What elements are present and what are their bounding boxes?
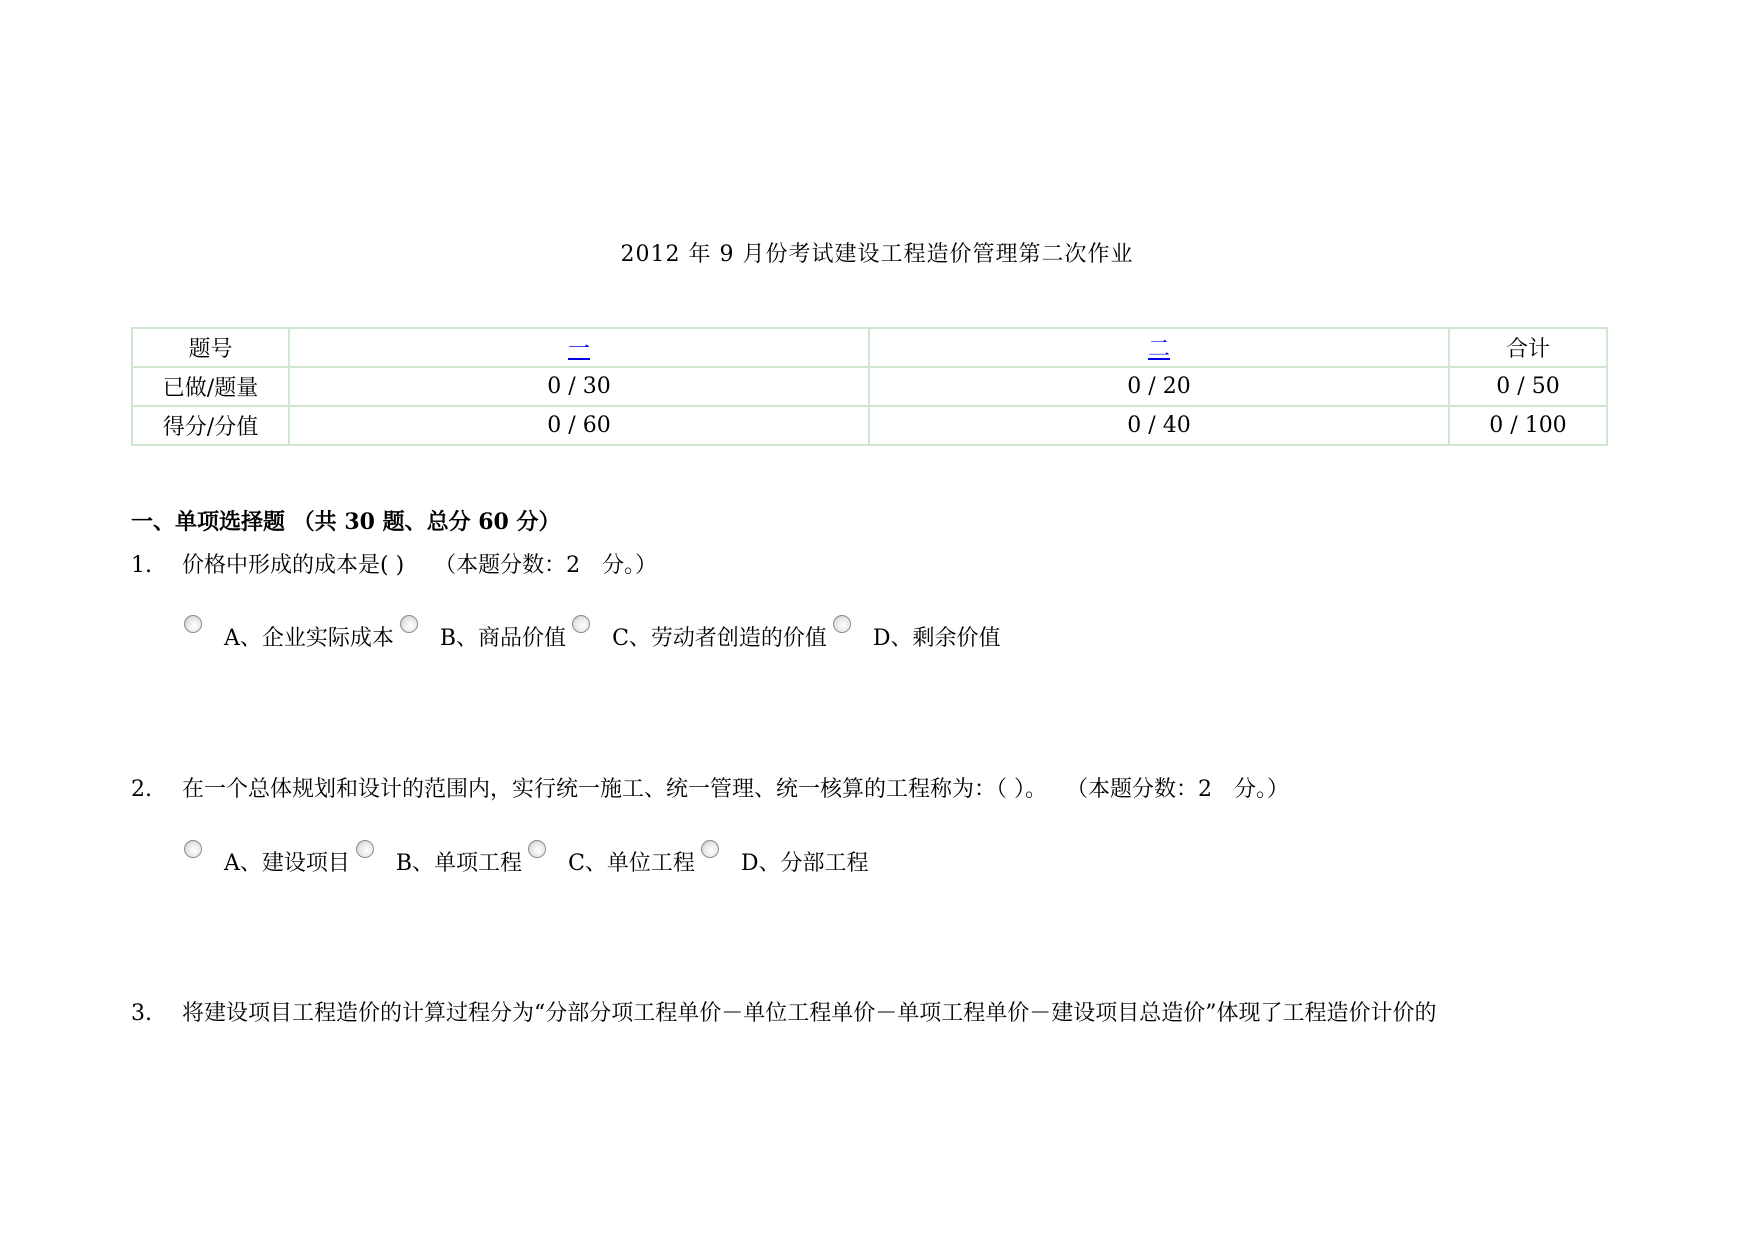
done-part1: 0 / 30 bbox=[289, 367, 869, 406]
question-number: 1. bbox=[131, 553, 152, 578]
question-number: 2. bbox=[131, 777, 152, 802]
option-c[interactable] bbox=[528, 846, 695, 877]
option-d[interactable] bbox=[833, 621, 1001, 652]
question-score: （本题分数：2 分。） bbox=[434, 553, 658, 578]
question-1-options bbox=[184, 621, 1007, 652]
radio-button[interactable] bbox=[528, 840, 546, 858]
summary-header-row bbox=[132, 328, 1607, 367]
option-a[interactable] bbox=[184, 621, 394, 652]
section-heading: 一、单项选择题 （共 30 题、总分 60 分） bbox=[131, 509, 561, 535]
radio-button[interactable] bbox=[184, 615, 202, 633]
option-label: C、劳动者创造的价值 bbox=[612, 626, 827, 651]
score-part2: 0 / 40 bbox=[869, 406, 1449, 445]
question-text: 价格中形成的成本是( ) bbox=[182, 553, 405, 578]
radio-button[interactable] bbox=[400, 615, 418, 633]
question-1 bbox=[131, 548, 657, 579]
option-a[interactable] bbox=[184, 846, 350, 877]
question-2-options bbox=[184, 846, 875, 877]
radio-button[interactable] bbox=[184, 840, 202, 858]
table-row bbox=[132, 406, 1607, 445]
page-title: 2012 年 9 月份考试建设工程造价管理第二次作业 bbox=[620, 242, 1134, 267]
radio-button[interactable] bbox=[356, 840, 374, 858]
option-label: B、单项工程 bbox=[395, 851, 523, 876]
option-b[interactable] bbox=[400, 621, 566, 652]
option-label: A、企业实际成本 bbox=[224, 626, 394, 651]
question-number: 3. bbox=[131, 1001, 152, 1026]
radio-button[interactable] bbox=[572, 615, 590, 633]
radio-button[interactable] bbox=[833, 615, 851, 633]
question-score: （本题分数：2 分。） bbox=[1077, 777, 1289, 802]
summary-header-part1-cell bbox=[289, 328, 869, 367]
option-label: A、建设项目 bbox=[224, 851, 350, 876]
part1-link[interactable]: 一 bbox=[567, 337, 590, 362]
option-label: D、分部工程 bbox=[740, 851, 869, 876]
question-3 bbox=[131, 996, 1437, 1027]
score-part1: 0 / 60 bbox=[289, 406, 869, 445]
row-label-score: 得分/分值 bbox=[132, 406, 289, 445]
done-total: 0 / 50 bbox=[1449, 367, 1607, 406]
part2-link[interactable]: 二 bbox=[1147, 337, 1170, 362]
summary-header-label: 题号 bbox=[132, 328, 289, 367]
done-part2: 0 / 20 bbox=[869, 367, 1449, 406]
option-label: C、单位工程 bbox=[568, 851, 695, 876]
option-label: B、商品价值 bbox=[439, 626, 567, 651]
option-label: D、剩余价值 bbox=[872, 626, 1001, 651]
option-c[interactable] bbox=[572, 621, 827, 652]
radio-button[interactable] bbox=[701, 840, 719, 858]
question-text: 在一个总体规划和设计的范围内，实行统一施工、统一管理、统一核算的工程称为：（ ）。 bbox=[182, 777, 1047, 802]
question-text: 将建设项目工程造价的计算过程分为“分部分项工程单价－单位工程单价－单项工程单价－建设项目总造价”体现了工程造价计价的 bbox=[182, 1001, 1437, 1026]
table-row bbox=[132, 367, 1607, 406]
score-summary-table bbox=[131, 327, 1608, 446]
row-label-done: 已做/题量 bbox=[132, 367, 289, 406]
option-b[interactable] bbox=[356, 846, 522, 877]
summary-header-total: 合计 bbox=[1449, 328, 1607, 367]
question-2 bbox=[131, 772, 1289, 803]
summary-header-part2-cell bbox=[869, 328, 1449, 367]
option-d[interactable] bbox=[701, 846, 869, 877]
score-total: 0 / 100 bbox=[1449, 406, 1607, 445]
